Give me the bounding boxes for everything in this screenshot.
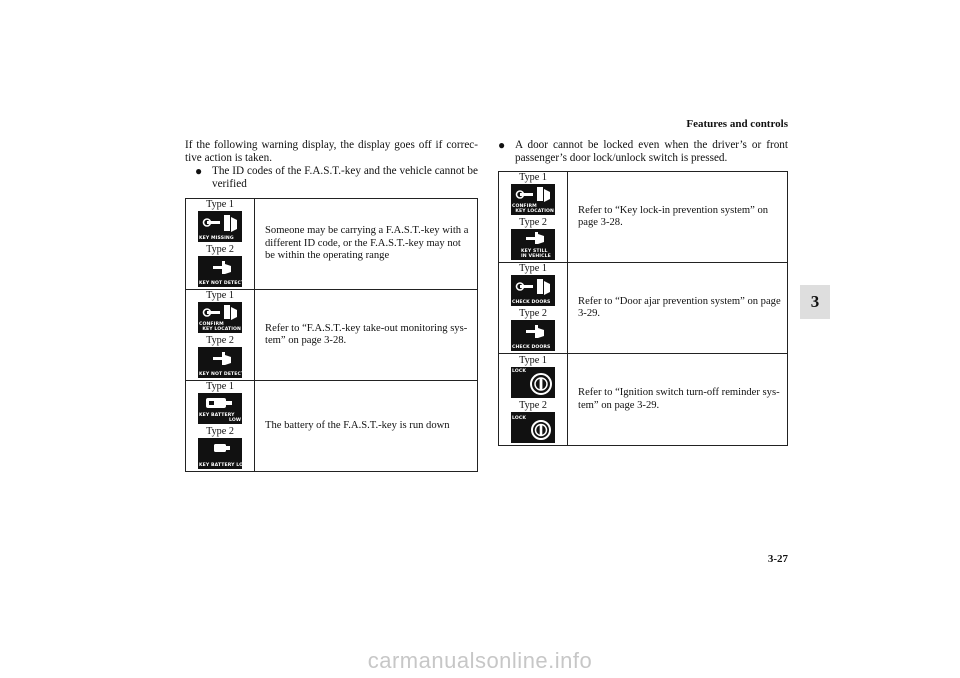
type-label: Type 2 <box>206 335 234 346</box>
description-cell: Refer to “Key lock-in prevention system” on page 3-28. <box>568 172 788 263</box>
bullet-text: The ID codes of the F.A.S.T.-key and the vehicle cannot be verified <box>212 165 478 190</box>
ignition-lock-display-icon <box>511 367 555 398</box>
header-title: Features and controls <box>686 118 788 130</box>
description-cell: Refer to “F.A.S.T.-key take-out monitoring sys-tem” on page 3-28. <box>255 290 478 381</box>
display-caption: KEY NOT DETECTED <box>199 372 252 377</box>
display-caption: KEY BATTERY <box>199 413 235 418</box>
description-cell: The battery of the F.A.S.T.-key is run down <box>255 381 478 472</box>
page-number: 3-27 <box>767 553 788 565</box>
display-caption: CONFIRM <box>199 322 224 327</box>
key-not-detected-display-icon <box>198 256 252 287</box>
type-label: Type 1 <box>519 354 547 366</box>
confirm-key-location-display-icon <box>511 184 555 215</box>
type-label: Type 2 <box>519 217 547 228</box>
table-row <box>499 172 788 263</box>
display-caption: KEY BATTERY LOW <box>199 463 249 468</box>
footer-watermark: carmanualsonline.info <box>367 648 593 673</box>
display-caption: CONFIRM <box>512 204 537 209</box>
bullet-icon: ● <box>195 164 203 178</box>
check-doors-display-icon <box>511 275 555 306</box>
left-column <box>185 139 478 191</box>
display-cell <box>186 199 255 290</box>
type-label: Type 1 <box>206 199 234 210</box>
bullet-text: A door cannot be locked even when the driver’s or front passenger’s door lock/unlock switch is pressed. <box>515 139 788 164</box>
display-caption: CHECK DOORS <box>512 300 551 305</box>
type-label: Type 2 <box>206 244 234 255</box>
key-battery-low-display-icon <box>198 393 242 424</box>
warning-table-right <box>498 171 788 446</box>
display-caption: LOCK <box>512 415 526 421</box>
key-not-detected-display-icon <box>198 347 252 378</box>
warning-table-left <box>185 198 478 472</box>
key-still-in-vehicle-display-icon <box>511 229 555 260</box>
table-row <box>499 354 788 446</box>
description-cell: Refer to “Ignition switch turn-off reminder sys-tem” on page 3-29. <box>568 354 788 446</box>
type-label: Type 2 <box>519 399 547 411</box>
display-caption: IN VEHICLE <box>521 254 551 259</box>
display-cell <box>499 172 568 263</box>
display-caption: KEY LOCATION <box>515 209 554 214</box>
type-label: Type 1 <box>206 381 234 392</box>
table-row <box>499 263 788 354</box>
table-row <box>186 199 478 290</box>
key-battery-low-display-icon <box>198 438 249 469</box>
bullet-icon: ● <box>498 138 506 152</box>
right-column <box>498 139 788 165</box>
display-caption: CHECK DOORS <box>512 345 551 350</box>
type-label: Type 1 <box>519 172 547 183</box>
display-cell <box>186 381 255 472</box>
type-label: Type 1 <box>206 290 234 301</box>
description-cell: Refer to “Door ajar prevention system” on page 3-29. <box>568 263 788 354</box>
display-cell <box>499 263 568 354</box>
type-label: Type 1 <box>519 263 547 274</box>
display-caption: LOCK <box>512 368 526 374</box>
type-label: Type 2 <box>519 308 547 319</box>
display-caption: KEY NOT DETECTED <box>199 281 252 286</box>
bullet-item <box>498 139 788 165</box>
display-caption: KEY LOCATION <box>202 327 241 332</box>
chapter-tab: 3 <box>800 285 830 319</box>
display-caption: KEY STILL <box>521 249 548 254</box>
table-row <box>186 381 478 472</box>
display-cell <box>499 354 568 446</box>
display-cell <box>186 290 255 381</box>
description-cell: Someone may be carrying a F.A.S.T.-key with a different ID code, or the F.A.S.T.-key may not be within the operating range <box>255 199 478 290</box>
type-label: Type 2 <box>206 426 234 437</box>
ignition-lock-display-icon <box>511 412 555 443</box>
intro-paragraph: If the following warning display, the display goes off if correc-tive action is taken. <box>185 139 478 164</box>
key-missing-display-icon <box>198 211 242 242</box>
check-doors-display-icon <box>511 320 555 351</box>
confirm-key-location-display-icon <box>198 302 242 333</box>
bullet-item <box>195 165 478 191</box>
table-row <box>186 290 478 381</box>
display-caption: KEY MISSING <box>199 236 234 241</box>
display-caption: LOW <box>228 418 241 423</box>
